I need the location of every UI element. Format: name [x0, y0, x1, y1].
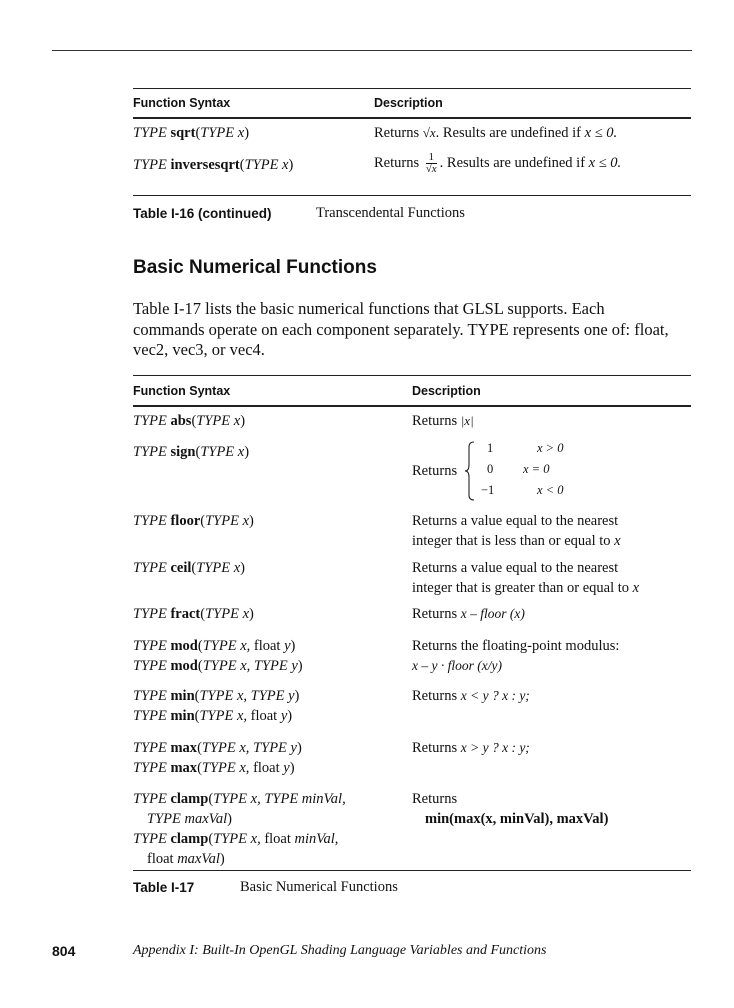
page-number: 804	[52, 943, 76, 959]
type-keyword: float	[147, 851, 178, 867]
sign-case-value: 0	[487, 462, 494, 476]
table-row-max-syntax	[133, 738, 302, 778]
paren: )	[227, 811, 232, 827]
desc-math: x ≤ 0.	[584, 125, 618, 141]
function-name: inversesqrt	[170, 157, 240, 173]
paren: (	[239, 157, 245, 173]
arg: x	[234, 444, 245, 460]
fraction-numerator: 1	[426, 152, 437, 164]
paren: )	[219, 851, 225, 867]
table17-caption-label: Table I-17	[133, 880, 195, 895]
table-row-max-description	[412, 738, 530, 758]
syntax-line: TYPE max(TYPE x, TYPE y)	[133, 740, 302, 756]
desc-math: x – y · floor (x/y)	[412, 658, 502, 673]
arg: y	[280, 638, 291, 654]
table-row-clamp-syntax	[133, 789, 346, 869]
type-keyword: TYPE	[196, 560, 231, 576]
type-keyword: TYPE	[199, 688, 234, 704]
arg: x,	[236, 638, 251, 654]
type-keyword: float	[260, 831, 295, 847]
type-keyword: TYPE	[133, 513, 167, 529]
paren: (	[208, 831, 214, 847]
table17-bottom-rule	[133, 870, 691, 871]
desc-text: Returns	[412, 413, 461, 429]
syntax-line: TYPE min(TYPE x, float y)	[133, 708, 293, 724]
table16-bottom-rule	[133, 195, 691, 196]
arg: x	[238, 513, 250, 529]
desc-math: x	[632, 580, 640, 596]
type-keyword: TYPE	[200, 444, 235, 460]
type-keyword: TYPE	[147, 811, 181, 827]
desc-math: x – floor (x)	[460, 606, 525, 621]
page-top-rule	[52, 50, 692, 51]
function-name: clamp	[166, 831, 209, 847]
type-keyword: TYPE	[133, 831, 167, 847]
function-name: mod	[170, 638, 198, 654]
function-name: min	[170, 708, 195, 724]
syntax-line	[133, 789, 346, 809]
paren: (	[195, 125, 201, 141]
arg: x	[278, 157, 289, 173]
body-paragraph: Table I-17 lists the basic numerical functions that GLSL supports. Each commands operate on each component separately. TYPE represents one of: float, vec2, vec3, or vec4.	[133, 299, 669, 359]
table16-caption-label: Table I-16 (continued)	[133, 206, 272, 221]
type-keyword: TYPE	[133, 658, 167, 674]
table-row-inversesqrt-syntax	[133, 155, 293, 175]
type-keyword: float	[247, 708, 278, 724]
left-brace-icon	[464, 441, 476, 501]
type-keyword: TYPE	[213, 831, 248, 847]
arg: x	[234, 125, 245, 141]
type-keyword: TYPE	[201, 740, 236, 756]
table-row-ceil-description	[412, 558, 639, 598]
sign-returns-label: Returns	[412, 463, 458, 479]
table-row-min-description	[412, 686, 530, 706]
function-name: ceil	[170, 560, 192, 576]
table-row-fract-description	[412, 604, 525, 624]
table16-header-rule	[133, 117, 691, 119]
type-keyword: TYPE	[244, 157, 279, 173]
table-row-sqrt-description	[374, 123, 617, 143]
desc-line	[412, 578, 639, 598]
running-footer-title: Appendix I: Built-In OpenGL Shading Language Variables and Functions	[133, 943, 547, 958]
desc-math: x < y ? x : y;	[460, 688, 530, 703]
syntax-line: TYPE max(TYPE x, float y)	[133, 760, 295, 776]
type-keyword: TYPE	[133, 638, 167, 654]
desc-text: integer that is less than or equal to	[412, 533, 615, 549]
arg: x,	[236, 658, 251, 674]
table17-header-syntax: Function Syntax	[133, 384, 231, 398]
type-keyword: TYPE	[247, 688, 285, 704]
function-name: max	[170, 760, 198, 776]
type-keyword: TYPE	[205, 513, 239, 529]
function-name: floor	[170, 513, 201, 529]
desc-math: x > y ? x : y;	[460, 740, 530, 755]
type-keyword: TYPE	[250, 658, 288, 674]
syntax-line: TYPE min(TYPE x, TYPE y)	[133, 688, 300, 704]
table-row-sqrt-syntax	[133, 123, 249, 143]
type-keyword: TYPE	[202, 638, 237, 654]
type-keyword: TYPE	[133, 708, 167, 724]
arg: maxVal	[177, 851, 220, 867]
table-row-abs-syntax: TYPE abs(TYPE x)	[133, 413, 246, 429]
arg: x	[230, 413, 241, 429]
arg: y	[277, 708, 288, 724]
table-row-sign-syntax: TYPE sign(TYPE x)	[133, 444, 250, 460]
function-name: max	[170, 740, 198, 756]
syntax-line	[133, 809, 346, 829]
paren: )	[244, 125, 250, 141]
type-keyword: TYPE	[199, 708, 234, 724]
type-keyword: TYPE	[205, 606, 239, 622]
arg: x,	[235, 740, 250, 756]
desc-text: Returns	[374, 125, 423, 141]
table-row-mod-description	[412, 636, 619, 676]
type-keyword: TYPE	[133, 606, 167, 622]
function-name: sqrt	[170, 125, 196, 141]
arg: x	[238, 606, 249, 622]
arg: y	[284, 688, 295, 704]
type-keyword: TYPE	[202, 658, 237, 674]
arg: x,	[233, 708, 248, 724]
type-keyword: TYPE	[213, 791, 248, 807]
function-name: clamp	[166, 791, 209, 807]
table17-header-rule	[133, 405, 691, 407]
table-row-floor-syntax: TYPE floor(TYPE x)	[133, 513, 254, 529]
type-keyword: TYPE	[133, 157, 167, 173]
desc-line: Returns the floating-point modulus:	[412, 638, 620, 654]
desc-line: Returns	[412, 791, 458, 807]
paren: )	[288, 157, 294, 173]
type-keyword: TYPE	[133, 791, 167, 807]
desc-line: Returns a value equal to the nearest	[412, 513, 619, 529]
table-row-clamp-description	[412, 789, 608, 829]
arg: x,	[233, 688, 248, 704]
arg: minVal,	[298, 791, 346, 807]
desc-code: min(max(x, minVal), maxVal)	[425, 811, 609, 827]
type-keyword: TYPE	[133, 740, 167, 756]
function-name: min	[170, 688, 195, 704]
desc-text: Returns	[412, 606, 461, 622]
fraction-denominator: √x	[425, 163, 437, 175]
type-keyword: TYPE	[201, 760, 236, 776]
sign-case-condition: x > 0	[537, 441, 564, 455]
desc-text: . Results are undefined if	[439, 154, 589, 171]
function-name: mod	[170, 658, 198, 674]
function-name: abs	[170, 413, 192, 429]
type-keyword: TYPE	[133, 413, 167, 429]
arg: y	[286, 740, 297, 756]
table17-top-rule	[133, 375, 691, 376]
desc-math: |x|	[460, 413, 474, 428]
type-keyword: TYPE	[133, 444, 167, 460]
arg: x	[230, 560, 241, 576]
arg: minVal,	[294, 831, 339, 847]
table17-caption-text: Basic Numerical Functions	[240, 879, 398, 895]
desc-line	[412, 531, 621, 551]
section-title: Basic Numerical Functions	[133, 257, 377, 278]
desc-text: Returns	[412, 740, 461, 756]
function-name: sign	[170, 444, 196, 460]
arg: y	[279, 760, 290, 776]
function-name: fract	[170, 606, 201, 622]
type-keyword: TYPE	[133, 760, 167, 776]
sign-case-condition: x = 0	[523, 462, 550, 476]
type-keyword: TYPE	[196, 413, 231, 429]
arg: x,	[247, 791, 265, 807]
table16-top-rule	[133, 88, 691, 89]
table-row-mod-syntax	[133, 636, 303, 676]
table16-caption-text: Transcendental Functions	[316, 205, 465, 221]
table16-header-syntax: Function Syntax	[133, 96, 231, 110]
type-keyword: TYPE	[133, 560, 167, 576]
syntax-line	[133, 849, 346, 869]
syntax-line	[133, 829, 346, 849]
table17-header-description: Description	[412, 384, 481, 398]
table-row-inversesqrt-description	[374, 152, 621, 175]
table-row-min-syntax	[133, 686, 299, 726]
table-row-floor-description	[412, 511, 621, 551]
desc-text: Returns	[374, 154, 423, 171]
arg: maxVal	[180, 811, 228, 827]
type-keyword: float	[249, 760, 280, 776]
type-keyword: TYPE	[200, 125, 235, 141]
type-keyword: TYPE	[133, 688, 167, 704]
fraction	[426, 152, 437, 175]
arg: x,	[247, 831, 261, 847]
arg: x,	[235, 760, 250, 776]
desc-line: Returns a value equal to the nearest	[412, 560, 619, 576]
table16-header-description: Description	[374, 96, 443, 110]
syntax-line: TYPE mod(TYPE x, TYPE y)	[133, 658, 303, 674]
table-row-ceil-syntax: TYPE ceil(TYPE x)	[133, 560, 245, 576]
type-keyword: TYPE	[264, 791, 299, 807]
desc-math: x	[614, 533, 621, 549]
paren: (	[208, 791, 214, 807]
desc-text: integer that is greater than or equal to	[412, 580, 633, 596]
table-row-fract-syntax: TYPE fract(TYPE x)	[133, 606, 254, 622]
sign-case-value: 1	[487, 441, 494, 455]
sign-case-value: −1	[481, 483, 495, 497]
type-keyword: TYPE	[133, 125, 167, 141]
table-row-abs-description	[412, 411, 474, 431]
desc-math: √x	[422, 125, 436, 140]
syntax-line: TYPE mod(TYPE x, float y)	[133, 638, 296, 654]
desc-text: Returns	[412, 688, 461, 704]
type-keyword: TYPE	[249, 740, 287, 756]
desc-math: x ≤ 0.	[588, 154, 622, 171]
arg: y	[287, 658, 298, 674]
type-keyword: float	[250, 638, 281, 654]
desc-text: . Results are undefined if	[435, 125, 585, 141]
sign-case-condition: x < 0	[537, 483, 564, 497]
